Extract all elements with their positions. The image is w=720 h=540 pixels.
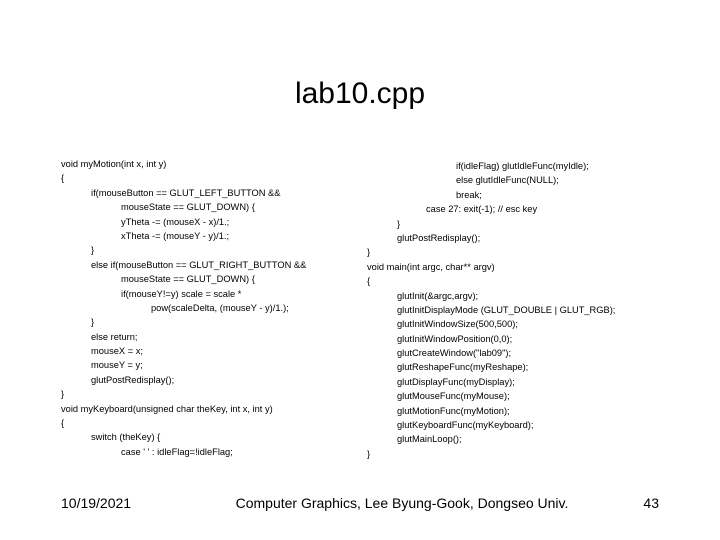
code-line: glutMouseFunc(myMouse); — [397, 391, 510, 402]
code-line: glutReshapeFunc(myReshape); — [397, 362, 529, 373]
code-line: if(idleFlag) glutIdleFunc(myIdle); — [456, 161, 589, 171]
code-line: mouseState == GLUT_DOWN) { — [121, 274, 255, 285]
footer-page-number: 43 — [643, 495, 659, 511]
code-line: if(mouseButton == GLUT_LEFT_BUTTON && — [91, 187, 281, 198]
code-line: else return; — [91, 331, 138, 342]
code-line: } — [91, 245, 95, 256]
code-line: case 27: exit(-1); // esc key — [426, 204, 538, 215]
code-line: glutInit(&argc,argv); — [397, 290, 479, 301]
code-line: mouseState == GLUT_DOWN) { — [121, 202, 255, 213]
code-line: case ' ' : idleFlag=!idleFlag; — [121, 446, 233, 457]
footer-title: Computer Graphics, Lee Byung-Gook, Dongseo Univ. — [235, 495, 569, 511]
code-block-right — [367, 159, 615, 461]
code-line: } — [61, 389, 65, 400]
code-line: } — [367, 448, 371, 459]
code-line: glutInitWindowSize(500,500); — [397, 319, 518, 330]
code-line: glutPostRedisplay(); — [91, 374, 175, 385]
code-block-left — [61, 157, 306, 459]
code-line: void myMotion(int x, int y) — [61, 159, 167, 169]
code-line: { — [61, 418, 65, 429]
code-line: glutCreateWindow("lab09"); — [397, 348, 512, 359]
code-line: { — [61, 173, 65, 184]
code-line: if(mouseY!=y) scale = scale * — [121, 288, 242, 299]
code-line: } — [91, 317, 95, 328]
code-line: yTheta -= (mouseX - x)/1.; — [121, 216, 230, 227]
code-line: break; — [456, 189, 482, 200]
slide-title: lab10.cpp — [294, 77, 426, 110]
code-line: glutMotionFunc(myMotion); — [397, 405, 510, 416]
footer-date: 10/19/2021 — [61, 495, 132, 511]
code-line: { — [367, 276, 371, 287]
code-line: } — [397, 218, 401, 229]
code-line: void main(int argc, char** argv) — [367, 261, 495, 272]
code-line: else if(mouseButton == GLUT_RIGHT_BUTTON && — [91, 259, 307, 270]
code-line: pow(scaleDelta, (mouseY - y)/1.); — [151, 302, 289, 313]
code-line: switch (theKey) { — [91, 432, 161, 443]
code-line: glutPostRedisplay(); — [397, 232, 481, 243]
code-line: else glutIdleFunc(NULL); — [456, 175, 559, 186]
code-line: glutMainLoop(); — [397, 434, 462, 445]
code-line: } — [367, 247, 371, 258]
code-line: xTheta -= (mouseY - y)/1.; — [121, 230, 230, 241]
code-line: glutDisplayFunc(myDisplay); — [397, 376, 515, 387]
code-line: void myKeyboard(unsigned char theKey, int x, int y) — [61, 403, 273, 414]
code-line: mouseX = x; — [91, 346, 143, 357]
code-line: glutKeyboardFunc(myKeyboard); — [397, 420, 534, 431]
code-line: mouseY = y; — [91, 360, 143, 371]
code-line: glutInitWindowPosition(0,0); — [397, 333, 513, 344]
code-line: glutInitDisplayMode (GLUT_DOUBLE | GLUT_RGB); — [397, 304, 616, 315]
